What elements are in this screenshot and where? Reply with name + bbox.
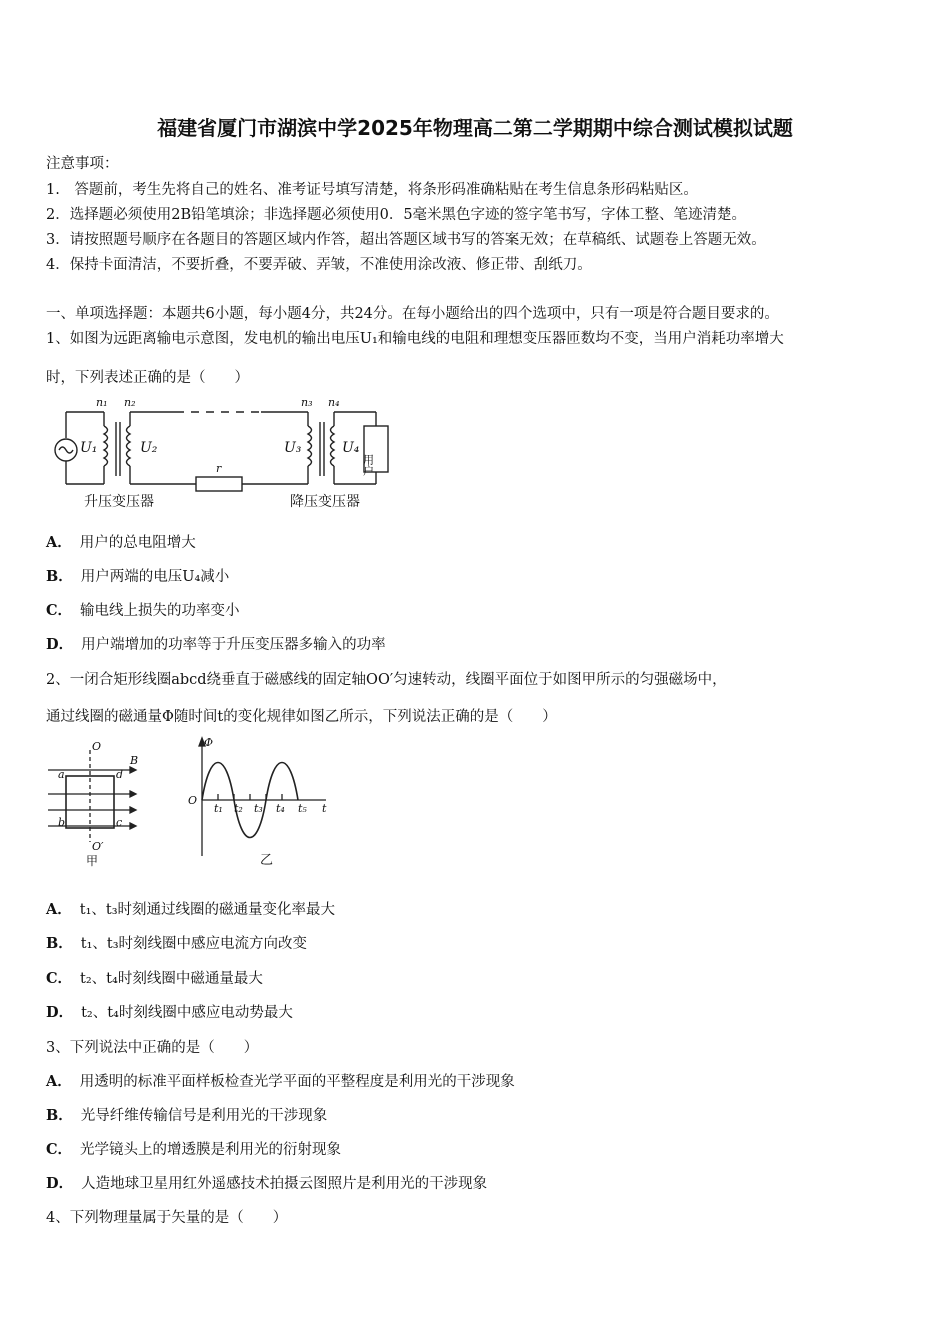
label-u3: U₃ <box>284 440 302 456</box>
option-letter: B． <box>46 935 73 952</box>
option-text: t₁、t₃时刻线圈中感应电流方向改变 <box>80 936 308 952</box>
option-text: 用户的总电阻增大 <box>79 535 196 551</box>
label-n2: n₂ <box>124 396 136 409</box>
page-title: 福建省厦门市湖滨中学2025年物理高二第二学期期中综合测试模拟试题 <box>157 116 793 140</box>
label-t2: t₂ <box>234 802 243 815</box>
label-t1: t₁ <box>214 802 223 815</box>
option-letter: D． <box>46 1004 74 1021</box>
label-B: B <box>130 754 139 767</box>
label-u1: U₁ <box>80 440 98 456</box>
coil-figure <box>46 738 146 868</box>
question-2-stem: 2、一闭合矩形线圈abcd绕垂直于磁感线的固定轴OO′匀速转动，线圈平面位于如图甲所示的匀强磁场中， <box>46 672 727 688</box>
option-letter: A． <box>46 534 72 551</box>
option-letter: C． <box>46 602 73 619</box>
label-user: 用户 <box>361 454 375 476</box>
question-1-option-a <box>46 531 196 552</box>
label-step-up: 升压变压器 <box>84 494 154 510</box>
option-text: t₂、t₄时刻线圈中磁通量最大 <box>80 971 263 987</box>
label-origin: O <box>188 794 198 807</box>
label-n1: n₁ <box>96 396 108 409</box>
notes-heading: 注意事项： <box>46 156 119 172</box>
option-letter: B． <box>46 568 73 585</box>
question-1-stem: 1、如图为远距离输电示意图，发电机的输出电压U₁和输电线的电阻和理想变压器匝数均不变，当用户消耗功率增大 <box>46 331 784 347</box>
question-1-option-b <box>46 565 229 586</box>
note-item: 2．选择题必须使用2B铅笔填涂；非选择题必须使用0．5毫米黑色字迹的签字笔书写，字体工整、笔迹清楚。 <box>46 207 747 223</box>
option-text: t₂、t₄时刻线圈中感应电动势最大 <box>81 1005 293 1021</box>
option-letter: D． <box>46 636 74 653</box>
section-heading: 一、单项选择题：本题共6小题，每小题4分，共24分。在每小题给出的四个选项中，只有一项是符合题目要求的。 <box>46 306 779 322</box>
figure-caption-b: 乙 <box>260 853 274 868</box>
question-2-option-a <box>46 898 335 919</box>
question-1-option-c <box>46 599 240 620</box>
question-3-stem: 3、下列说法中正确的是（ ） <box>46 1040 259 1056</box>
label-a: a <box>58 768 65 781</box>
label-t5: t₅ <box>298 802 307 815</box>
transmission-diagram <box>46 392 404 516</box>
label-u2: U₂ <box>140 440 158 456</box>
option-text: 人造地球卫星用红外遥感技术拍摄云图照片是利用光的干涉现象 <box>81 1176 488 1192</box>
figure-caption-a: 甲 <box>86 854 99 868</box>
question-3-option-d <box>46 1172 487 1193</box>
question-3-option-c <box>46 1138 341 1159</box>
label-t3: t₃ <box>254 802 263 815</box>
label-d: d <box>116 768 124 781</box>
option-letter: B． <box>46 1107 73 1124</box>
label-b: b <box>58 816 66 829</box>
label-n4: n₄ <box>328 396 340 409</box>
flux-graph <box>184 736 334 870</box>
option-text: 光导纤维传输信号是利用光的干涉现象 <box>80 1108 328 1124</box>
label-n3: n₃ <box>301 396 313 409</box>
option-text: 用透明的标准平面样板检查光学平面的平整程度是利用光的干涉现象 <box>79 1074 515 1090</box>
question-3-option-b <box>46 1104 327 1125</box>
question-3-option-a <box>46 1070 515 1091</box>
label-t: t <box>322 802 327 815</box>
option-letter: D． <box>46 1175 74 1192</box>
option-letter: A． <box>46 901 72 918</box>
question-2-option-b <box>46 932 307 953</box>
label-t4: t₄ <box>276 802 285 815</box>
question-1-stem-cont: 时，下列表述正确的是（ ） <box>46 370 249 386</box>
option-letter: C． <box>46 1141 73 1158</box>
question-2-stem-cont: 通过线圈的磁通量Φ随时间t的变化规律如图乙所示，下列说法正确的是（ ） <box>46 709 557 725</box>
option-letter: C． <box>46 970 73 987</box>
label-phi: Φ <box>204 736 214 749</box>
option-text: 光学镜头上的增透膜是利用光的衍射现象 <box>80 1142 342 1158</box>
note-item: 4．保持卡面清洁，不要折叠，不要弄破、弄皱，不准使用涂改液、修正带、刮纸刀。 <box>46 257 592 273</box>
question-4-stem: 4、下列物理量属于矢量的是（ ） <box>46 1210 288 1226</box>
option-letter: A． <box>46 1073 72 1090</box>
question-2-option-d <box>46 1001 293 1022</box>
label-o-prime: O′ <box>92 840 104 853</box>
question-2-option-c <box>46 967 263 988</box>
label-step-down: 降压变压器 <box>290 494 360 510</box>
note-item: 1. 答题前，考生先将自己的姓名、准考证号填写清楚，将条形码准确粘贴在考生信息条形码粘贴区。 <box>46 182 698 198</box>
option-text: 用户两端的电压U₄减小 <box>80 569 230 585</box>
option-text: t₁、t₃时刻通过线圈的磁通量变化率最大 <box>79 902 336 918</box>
label-c: c <box>116 816 123 829</box>
label-u4: U₄ <box>342 440 360 456</box>
note-item: 3．请按照题号顺序在各题目的答题区域内作答，超出答题区域书写的答案无效；在草稿纸、试题卷上答题无效。 <box>46 232 766 248</box>
label-r: r <box>216 462 222 475</box>
option-text: 输电线上损失的功率变小 <box>80 603 240 619</box>
label-o: O <box>92 740 102 753</box>
option-text: 用户端增加的功率等于升压变压器多输入的功率 <box>81 637 386 653</box>
question-1-option-d <box>46 633 386 654</box>
